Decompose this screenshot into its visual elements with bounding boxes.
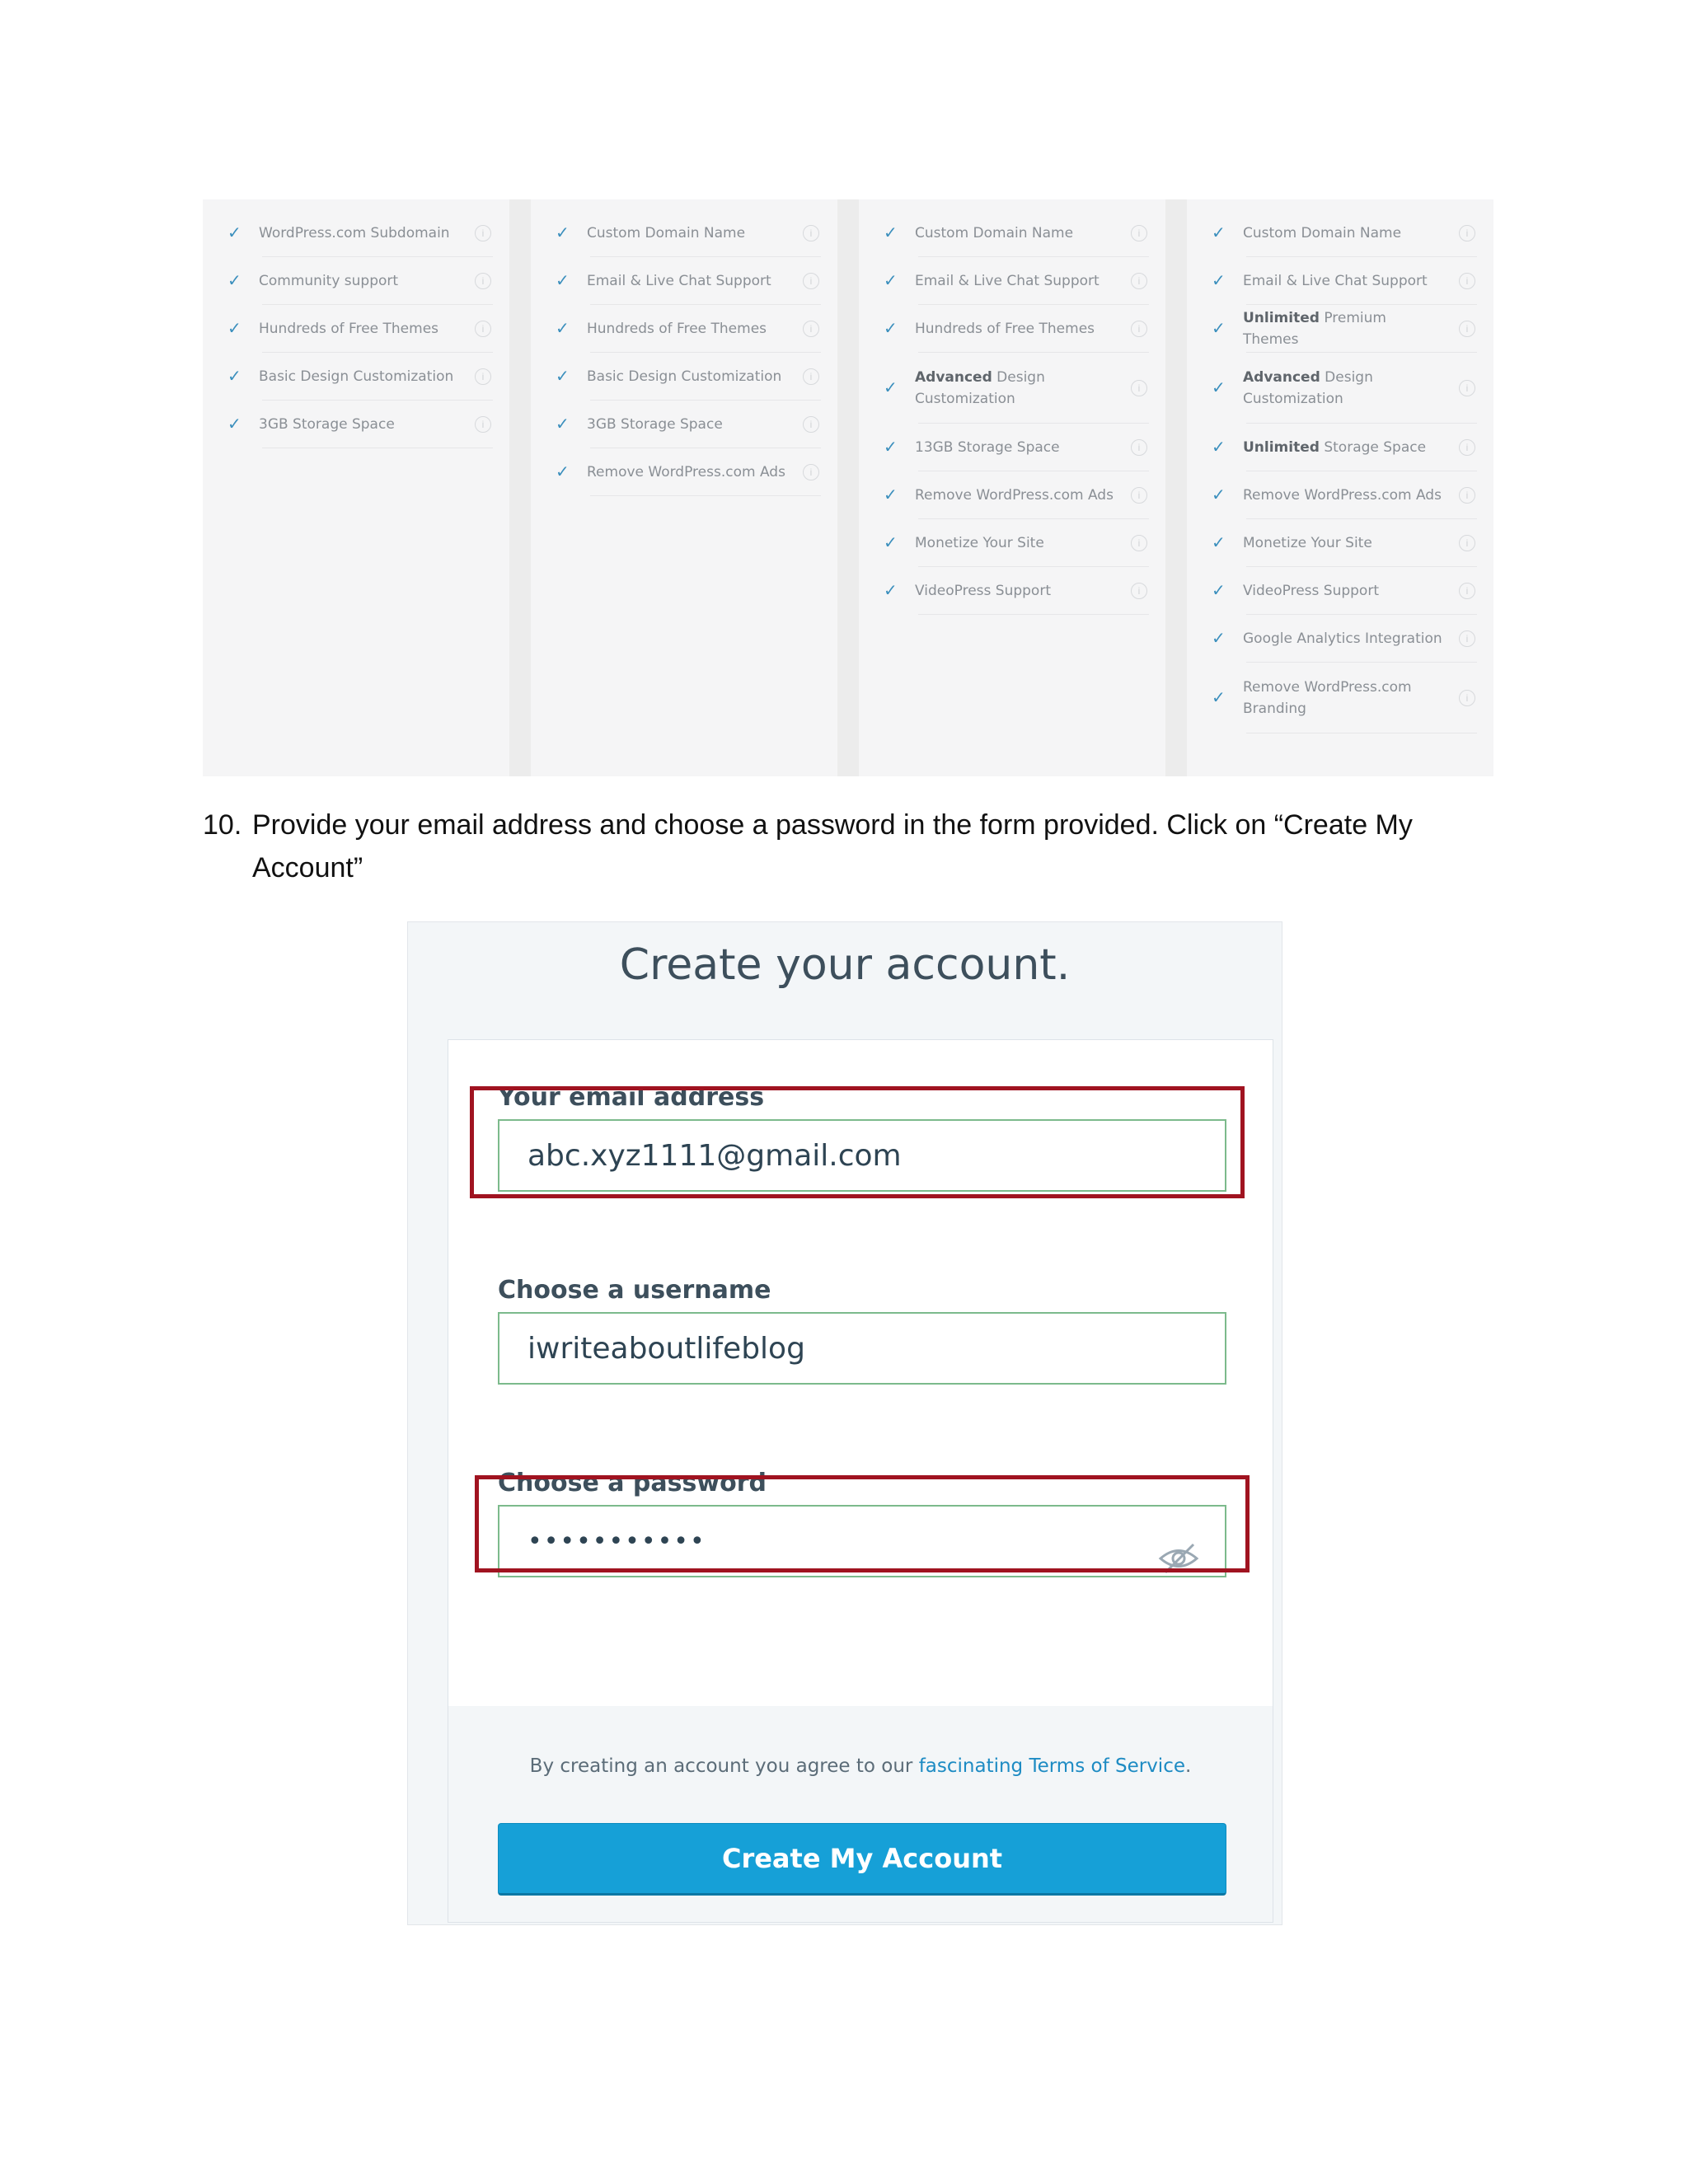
email-label: Your email address [498, 1083, 765, 1112]
plan-feature [859, 353, 1165, 424]
info-icon[interactable]: i [475, 273, 491, 289]
checkmark-icon: ✓ [1212, 272, 1226, 290]
info-icon[interactable]: i [803, 225, 819, 241]
info-icon[interactable]: i [1459, 321, 1475, 337]
feature-text: Custom Domain Name [1243, 224, 1402, 241]
checkmark-icon: ✓ [556, 463, 570, 481]
checkmark-icon: ✓ [884, 272, 898, 290]
checkmark-icon: ✓ [884, 534, 898, 552]
info-icon[interactable]: i [1131, 487, 1147, 504]
feature-text: Remove WordPress.com Branding [1243, 678, 1412, 717]
password-highlight-box [475, 1475, 1250, 1572]
info-icon[interactable]: i [1459, 583, 1475, 599]
info-icon[interactable]: i [1131, 583, 1147, 599]
feature-label [1243, 270, 1459, 292]
info-icon[interactable]: i [1459, 273, 1475, 289]
info-icon[interactable]: i [1459, 535, 1475, 551]
plan-column [859, 199, 1165, 776]
plan-feature [1187, 519, 1493, 567]
plan-feature [859, 519, 1165, 567]
plan-feature [859, 567, 1165, 615]
plan-feature [1187, 471, 1493, 519]
signup-form [448, 1039, 1273, 1923]
feature-label [1243, 307, 1459, 351]
password-label: Choose a password [498, 1469, 767, 1497]
feature-text: Design Customization [915, 368, 1045, 407]
checkmark-icon: ✓ [227, 368, 241, 386]
signup-panel [407, 921, 1282, 1925]
feature-label [915, 270, 1131, 292]
plan-feature [203, 209, 509, 257]
info-icon[interactable]: i [475, 368, 491, 385]
info-icon[interactable]: i [803, 416, 819, 433]
feature-text: VideoPress Support [1243, 582, 1379, 599]
plan-feature [531, 257, 837, 305]
checkmark-icon: ✓ [227, 415, 241, 434]
feature-emphasis: Unlimited [1243, 438, 1320, 456]
plan-feature [859, 424, 1165, 471]
feature-text: Monetize Your Site [1243, 534, 1372, 551]
checkmark-icon: ✓ [884, 582, 898, 600]
feature-text: Hundreds of Free Themes [915, 320, 1095, 337]
plan-feature [1187, 424, 1493, 471]
terms-notice [448, 1755, 1273, 1777]
feature-label [587, 462, 803, 483]
plan-feature [859, 305, 1165, 353]
checkmark-icon: ✓ [556, 415, 570, 434]
feature-label [1243, 223, 1459, 244]
info-icon[interactable]: i [803, 273, 819, 289]
feature-emphasis: Advanced [915, 368, 992, 386]
step-instruction [203, 804, 1489, 889]
checkmark-icon: ✓ [1212, 224, 1226, 242]
terms-prefix: By creating an account you agree to our [529, 1755, 919, 1777]
feature-label [915, 580, 1131, 602]
plan-feature [859, 471, 1165, 519]
feature-text: Remove WordPress.com Ads [1243, 486, 1442, 504]
feature-label [915, 532, 1131, 554]
feature-text: Remove WordPress.com Ads [915, 486, 1114, 504]
feature-label [915, 367, 1131, 410]
feature-text: Hundreds of Free Themes [587, 320, 767, 337]
plan-column [531, 199, 837, 776]
plan-feature [1187, 663, 1493, 733]
plan-feature [1187, 209, 1493, 257]
username-field[interactable] [498, 1312, 1226, 1385]
feature-text: Email & Live Chat Support [587, 272, 771, 289]
feature-label [1243, 532, 1459, 554]
plan-feature [203, 305, 509, 353]
checkmark-icon: ✓ [227, 224, 241, 242]
plan-feature [1187, 615, 1493, 663]
info-icon[interactable]: i [1459, 630, 1475, 647]
plan-feature [1187, 257, 1493, 305]
info-icon[interactable]: i [1459, 487, 1475, 504]
feature-text: 3GB Storage Space [587, 415, 723, 433]
info-icon[interactable]: i [1131, 380, 1147, 396]
feature-label [915, 437, 1131, 458]
feature-text: Design Customization [1243, 368, 1373, 407]
feature-label [259, 318, 475, 340]
plan-feature [1187, 353, 1493, 424]
info-icon[interactable]: i [475, 321, 491, 337]
checkmark-icon: ✓ [556, 320, 570, 338]
plan-feature [203, 257, 509, 305]
info-icon[interactable]: i [1131, 535, 1147, 551]
plan-feature [531, 401, 837, 448]
feature-label [915, 485, 1131, 506]
info-icon[interactable]: i [1131, 225, 1147, 241]
checkmark-icon: ✓ [1212, 438, 1226, 457]
info-icon[interactable]: i [1131, 439, 1147, 456]
feature-emphasis: Advanced [1243, 368, 1320, 386]
feature-label [915, 318, 1131, 340]
plan-feature [203, 401, 509, 448]
create-account-button[interactable]: Create My Account [498, 1823, 1226, 1896]
checkmark-icon: ✓ [556, 368, 570, 386]
checkmark-icon: ✓ [556, 224, 570, 242]
plan-column [1187, 199, 1493, 776]
feature-label [259, 223, 475, 244]
checkmark-icon: ✓ [1212, 689, 1226, 707]
checkmark-icon: ✓ [1212, 320, 1226, 338]
checkmark-icon: ✓ [1212, 582, 1226, 600]
feature-text: Community support [259, 272, 399, 289]
info-icon[interactable]: i [475, 225, 491, 241]
feature-label [259, 414, 475, 435]
step-number: 10. [203, 809, 242, 841]
checkmark-icon: ✓ [1212, 379, 1226, 397]
plan-comparison [203, 199, 1493, 776]
info-icon[interactable]: i [475, 416, 491, 433]
feature-text: 3GB Storage Space [259, 415, 395, 433]
checkmark-icon: ✓ [1212, 486, 1226, 504]
plan-feature [531, 209, 837, 257]
terms-of-service-link[interactable]: fascinating Terms of Service [918, 1755, 1185, 1777]
feature-label [587, 223, 803, 244]
feature-text: Monetize Your Site [915, 534, 1044, 551]
plan-column [203, 199, 509, 776]
feature-emphasis: Unlimited [1243, 309, 1320, 326]
feature-label [259, 366, 475, 387]
plan-feature [1187, 567, 1493, 615]
checkmark-icon: ✓ [884, 224, 898, 242]
feature-text: Email & Live Chat Support [1243, 272, 1428, 289]
info-icon[interactable]: i [803, 464, 819, 480]
checkmark-icon: ✓ [556, 272, 570, 290]
feature-text: WordPress.com Subdomain [259, 224, 450, 241]
checkmark-icon: ✓ [884, 486, 898, 504]
feature-label [1243, 437, 1459, 458]
step-text: Provide your email address and choose a password in the form provided. Click on “Create My Account” [252, 809, 1413, 883]
checkmark-icon: ✓ [884, 320, 898, 338]
username-label: Choose a username [498, 1276, 771, 1305]
info-icon[interactable]: i [803, 321, 819, 337]
plan-feature [531, 448, 837, 496]
feature-label [1243, 628, 1459, 649]
feature-label [1243, 580, 1459, 602]
feature-text: Google Analytics Integration [1243, 630, 1442, 647]
feature-text: Storage Space [1319, 438, 1427, 456]
feature-label [1243, 677, 1459, 720]
feature-text: 13GB Storage Space [915, 438, 1060, 456]
info-icon[interactable]: i [1459, 690, 1475, 706]
plan-feature [859, 209, 1165, 257]
form-footer [448, 1706, 1273, 1922]
signup-title: Create your account. [619, 940, 1071, 990]
feature-text: Basic Design Customization [587, 368, 782, 385]
feature-text: Premium Themes [1243, 309, 1386, 348]
feature-text: Custom Domain Name [915, 224, 1074, 241]
feature-label [915, 223, 1131, 244]
info-icon[interactable]: i [803, 368, 819, 385]
info-icon[interactable]: i [1459, 439, 1475, 456]
checkmark-icon: ✓ [884, 379, 898, 397]
feature-text: Custom Domain Name [587, 224, 746, 241]
email-highlight-box [470, 1086, 1245, 1198]
feature-label [587, 366, 803, 387]
info-icon[interactable]: i [1459, 380, 1475, 396]
plan-feature [531, 353, 837, 401]
feature-label [587, 270, 803, 292]
feature-label [1243, 367, 1459, 410]
plan-feature [531, 305, 837, 353]
feature-text: Hundreds of Free Themes [259, 320, 439, 337]
info-icon[interactable]: i [1459, 225, 1475, 241]
checkmark-icon: ✓ [1212, 534, 1226, 552]
feature-label [587, 414, 803, 435]
checkmark-icon: ✓ [227, 272, 241, 290]
feature-label [1243, 485, 1459, 506]
checkmark-icon: ✓ [227, 320, 241, 338]
feature-label [587, 318, 803, 340]
info-icon[interactable]: i [1131, 273, 1147, 289]
terms-suffix: . [1185, 1755, 1192, 1777]
feature-text: Email & Live Chat Support [915, 272, 1100, 289]
feature-text: Remove WordPress.com Ads [587, 463, 785, 480]
feature-label [259, 270, 475, 292]
feature-text: VideoPress Support [915, 582, 1051, 599]
info-icon[interactable]: i [1131, 321, 1147, 337]
feature-text: Basic Design Customization [259, 368, 454, 385]
plan-feature [203, 353, 509, 401]
plan-feature [859, 257, 1165, 305]
checkmark-icon: ✓ [1212, 630, 1226, 648]
plan-feature [1187, 305, 1493, 353]
checkmark-icon: ✓ [884, 438, 898, 457]
